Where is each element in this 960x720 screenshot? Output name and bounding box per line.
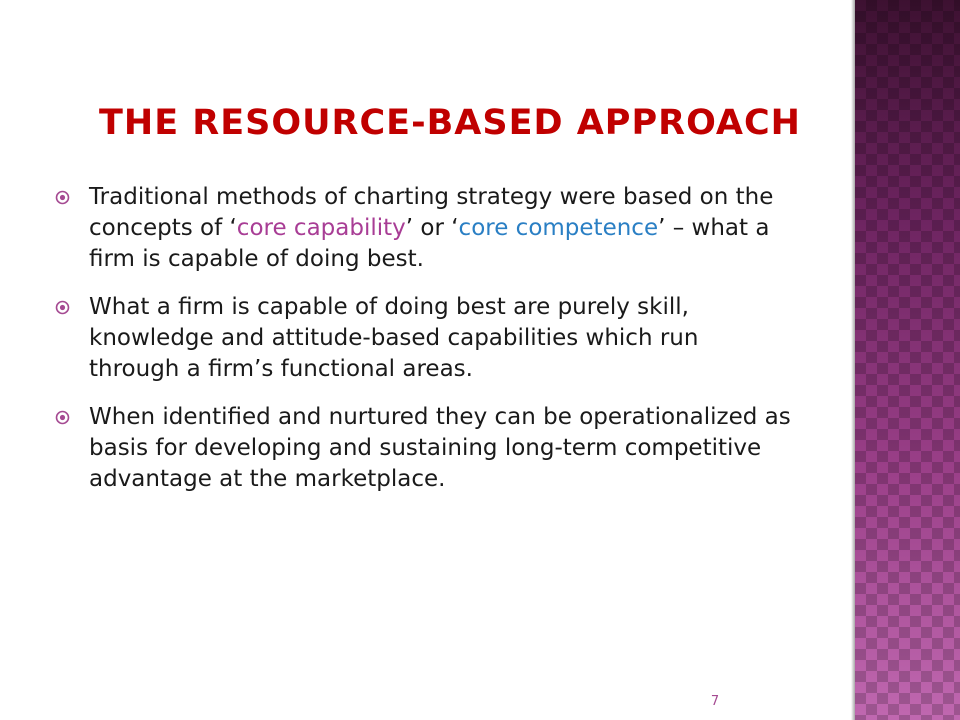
bullet-list (55, 182, 795, 512)
bullet-item (55, 182, 795, 275)
bullet-text-segment: Traditional methods of charting strategy were based on the concepts of ‘ (89, 184, 774, 241)
bullet-text-segment: When identified and nurtured they can be operationalized as basis for developing and sustaining long-term competitive advantage at the marketplace. (89, 404, 791, 492)
highlight-core-capability: core capability (236, 215, 406, 241)
decorative-side-band (855, 0, 960, 720)
circled-dot-icon (55, 410, 70, 425)
bullet-text-segment: ’ or ‘ (405, 215, 459, 241)
page-number: 7 (710, 694, 720, 709)
highlight-core-competence: core competence (458, 215, 659, 241)
bullet-text-segment: ’ – what a firm is capable of doing best. (89, 215, 770, 272)
slide-title: THE RESOURCE-BASED APPROACH (99, 103, 801, 143)
bullet-item (55, 292, 795, 385)
bullet-text-segment: What a firm is capable of doing best are purely skill, knowledge and attitude-based capabilities which run through a firm’s functional areas. (89, 294, 699, 382)
circled-dot-icon (55, 300, 70, 315)
circled-dot-icon (55, 190, 70, 205)
bullet-item (55, 402, 795, 495)
